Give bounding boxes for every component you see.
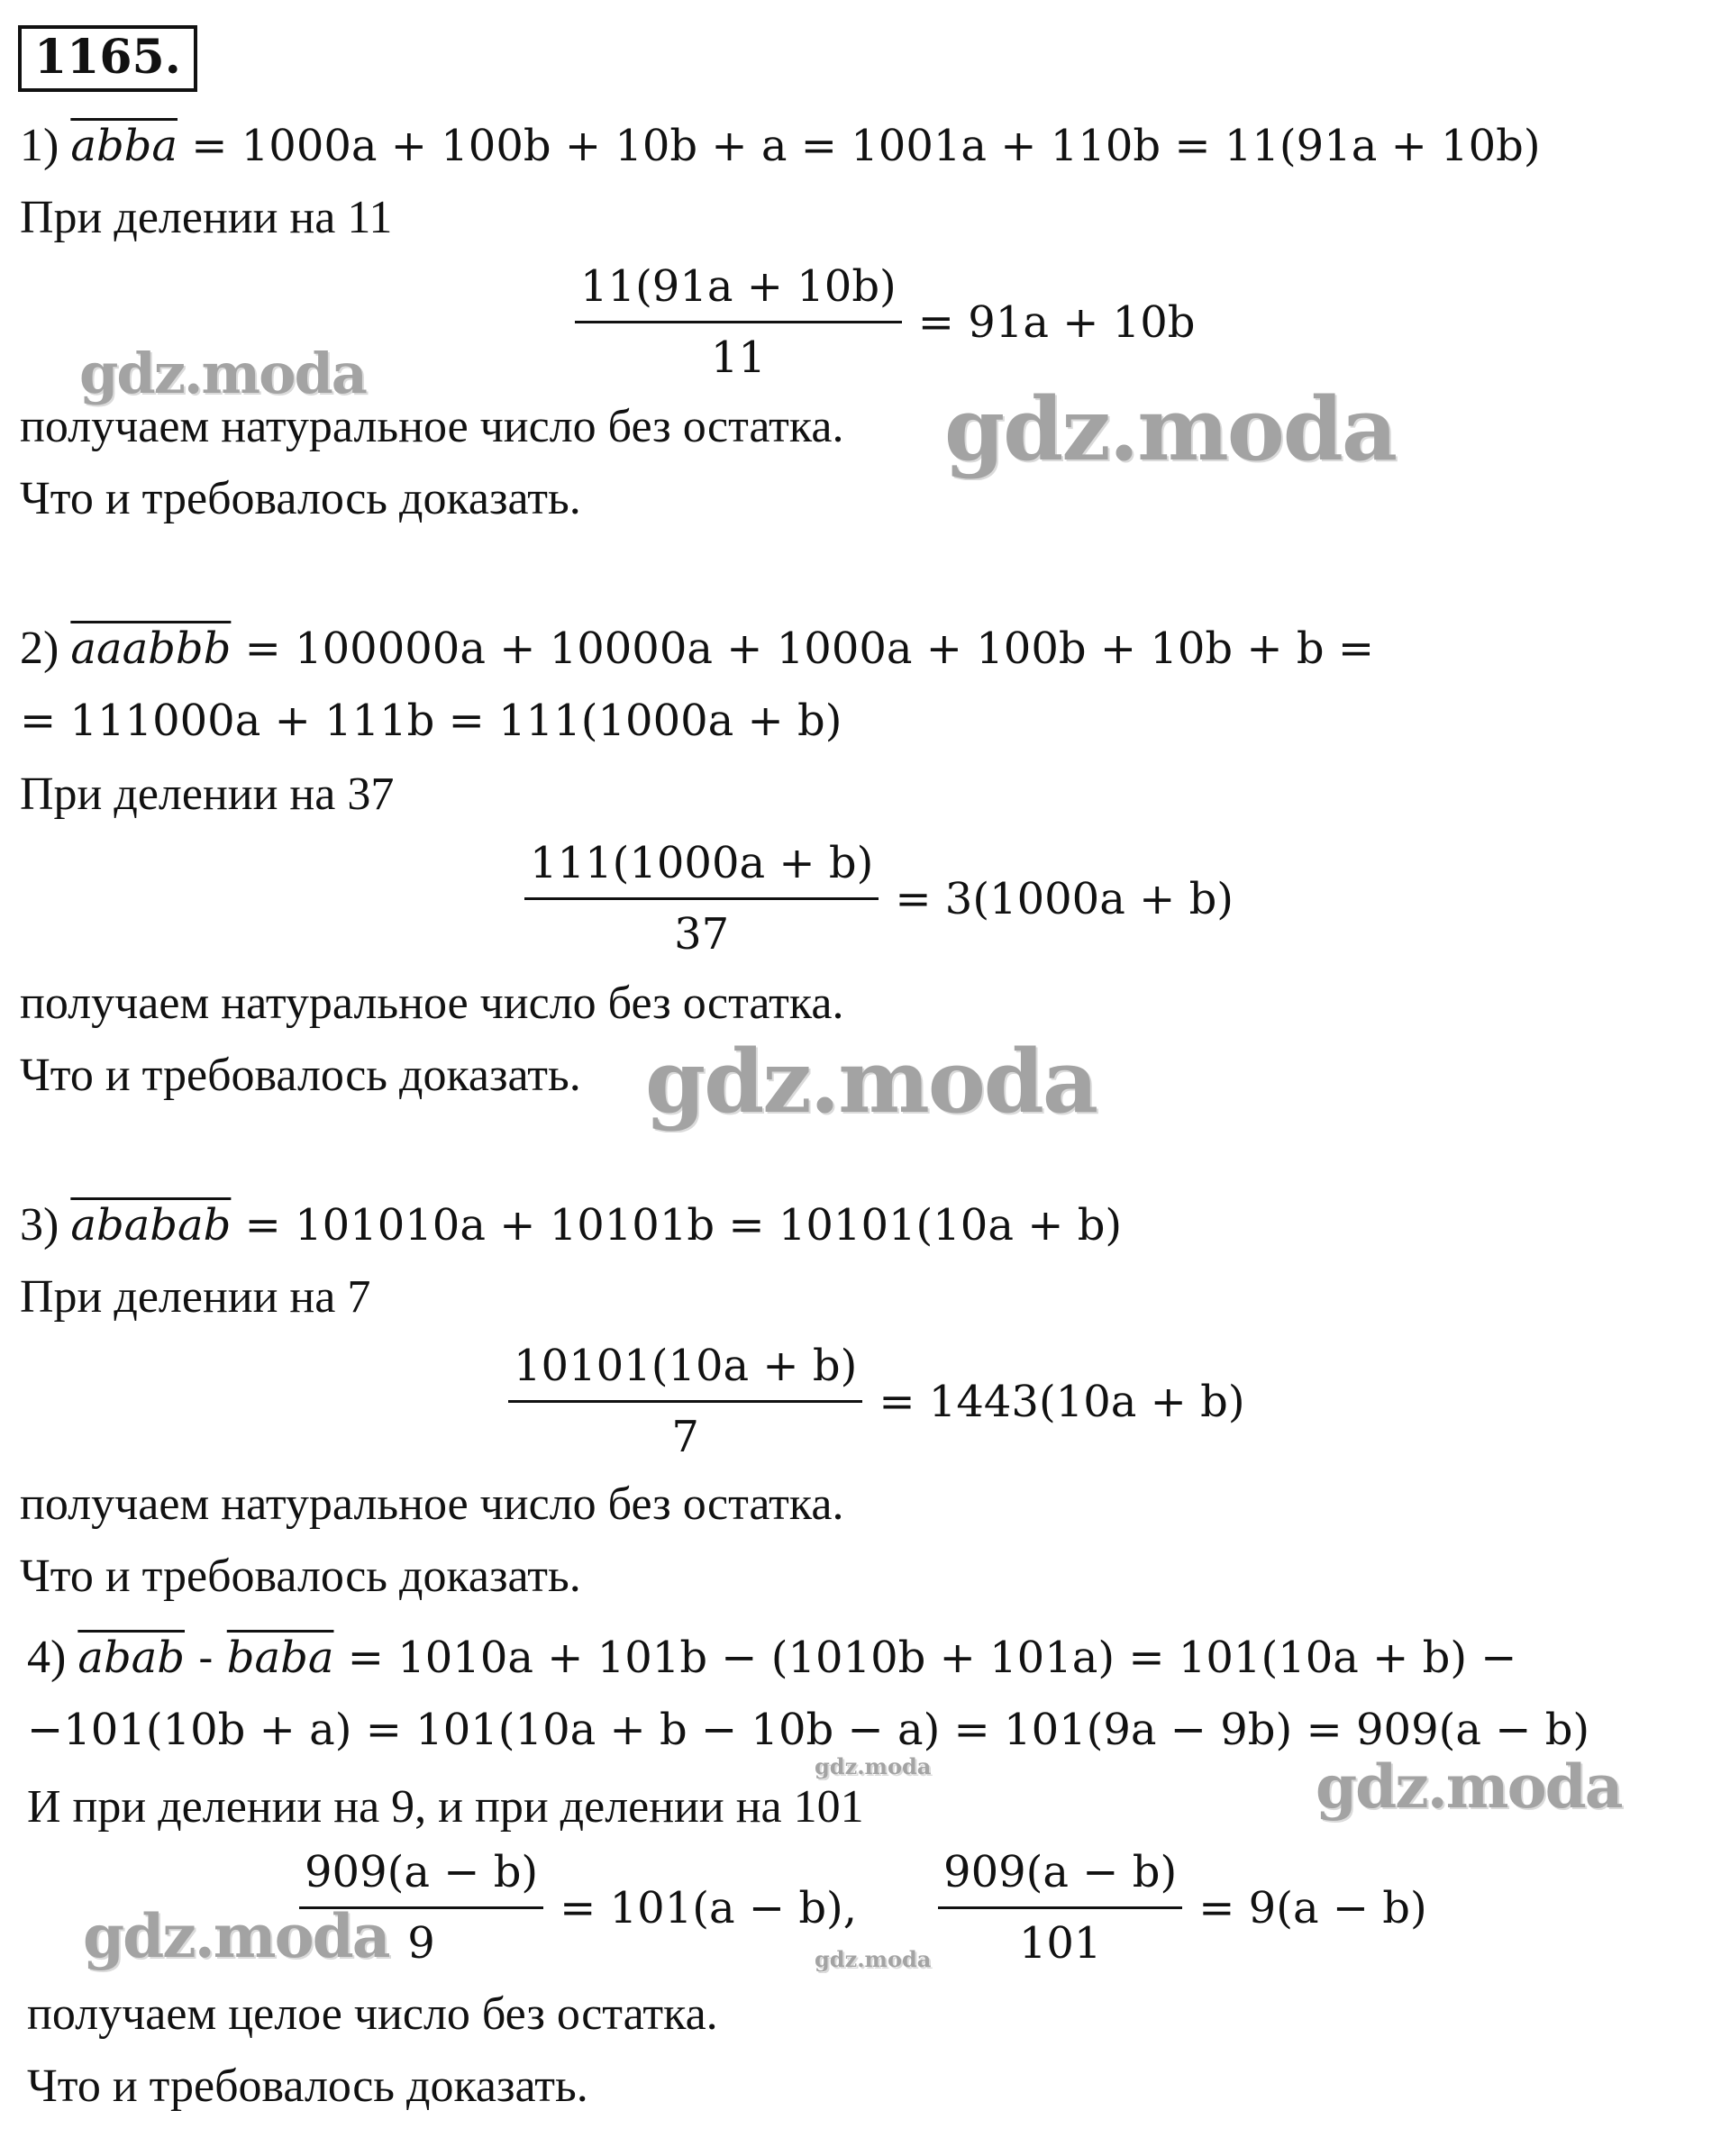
section-3-equation [20,1198,1122,1252]
section-4-equation [27,1631,1517,1685]
qed-text: Что и требовалось доказать. [20,473,581,524]
section-4-equation-continued [27,1703,1589,1757]
qed-text: Что и требовалось доказать. [20,1551,581,1602]
watermark: gdz.moda [815,1753,932,1779]
fraction-result: = 91a + 10b [917,296,1196,348]
qed-text: Что и требовалось доказать. [27,2060,588,2112]
equation-text: = 111000a + 111b = 111(1000a + b) [20,696,842,746]
equation-text: = 100000a + 10000a + 1000a + 100b + 10b + b = [244,623,1375,674]
section-label: 3) [20,1199,59,1251]
watermark: gdz.moda [83,1901,389,1971]
problem-number: 1165. [18,25,197,92]
equation-text: −101(10b + a) = 101(10a + b − 10b − a) = 101(9a − 9b) = 909(a − b) [27,1705,1590,1755]
fraction-numerator: 11(91a + 10b) [575,261,902,323]
overline-number: abba [70,121,178,171]
fraction-denominator: 37 [674,909,730,960]
fraction-numerator: 111(1000a + b) [524,838,879,900]
fraction-expression [575,261,1195,383]
conclusion-text: получаем натуральное число без остатка. [20,1478,844,1530]
watermark: gdz.moda [79,341,366,406]
fraction-numerator: 10101(10a + b) [508,1341,862,1403]
overline-number: abab [77,1633,186,1683]
section-2-equation [20,622,1374,676]
overline-number: ababab [70,1200,232,1251]
section-label: 1) [20,120,59,171]
overline-number: baba [226,1633,334,1683]
fraction-result: = 9(a − b) [1198,1882,1427,1933]
watermark: gdz.moda [645,1031,1097,1133]
conclusion-text: получаем натуральное число без остатка. [20,401,844,452]
fraction-result: = 1443(10a + b) [879,1376,1245,1427]
division-text: И при делении на 9, и при делении на 101 [27,1781,864,1833]
equation-text: = 101010a + 10101b = 10101(10a + b) [244,1200,1123,1251]
section-label: 4) [27,1632,67,1683]
equation-text: = 1010a + 101b − (1010b + 101a) = 101(10a + b) − [347,1633,1517,1683]
fraction-numerator: 909(a − b) [299,1847,543,1909]
section-2-equation-continued [20,694,842,748]
division-text: При делении на 37 [20,769,395,820]
watermark: gdz.moda [1316,1751,1622,1822]
watermark: gdz.moda [815,1946,932,1972]
fraction-expression [508,1341,1245,1462]
section-label: 2) [20,623,59,674]
fraction-denominator: 7 [671,1412,699,1462]
conclusion-text: получаем натуральное число без остатка. [20,978,844,1029]
minus-sign: - [198,1633,214,1683]
section-1-equation [20,119,1541,173]
fraction-numerator: 909(a − b) [938,1847,1182,1909]
overline-number: aaabbb [70,623,232,674]
fraction-denominator: 101 [1018,1918,1102,1969]
fraction-denominator: 9 [407,1918,435,1969]
fraction-result: = 3(1000a + b) [895,873,1234,924]
fraction-expression [524,838,1234,960]
fraction-denominator: 11 [710,332,766,383]
fraction-result: = 101(a − b), [560,1882,858,1933]
division-text: При делении на 11 [20,192,393,243]
conclusion-text: получаем целое число без остатка. [27,1988,718,2040]
qed-text: Что и требовалось доказать. [20,1050,581,1101]
watermark: gdz.moda [944,378,1397,480]
equation-text: = 1000a + 100b + 10b + a = 1001a + 110b = 11(91a + 10b) [191,121,1541,171]
division-text: При делении на 7 [20,1271,371,1323]
